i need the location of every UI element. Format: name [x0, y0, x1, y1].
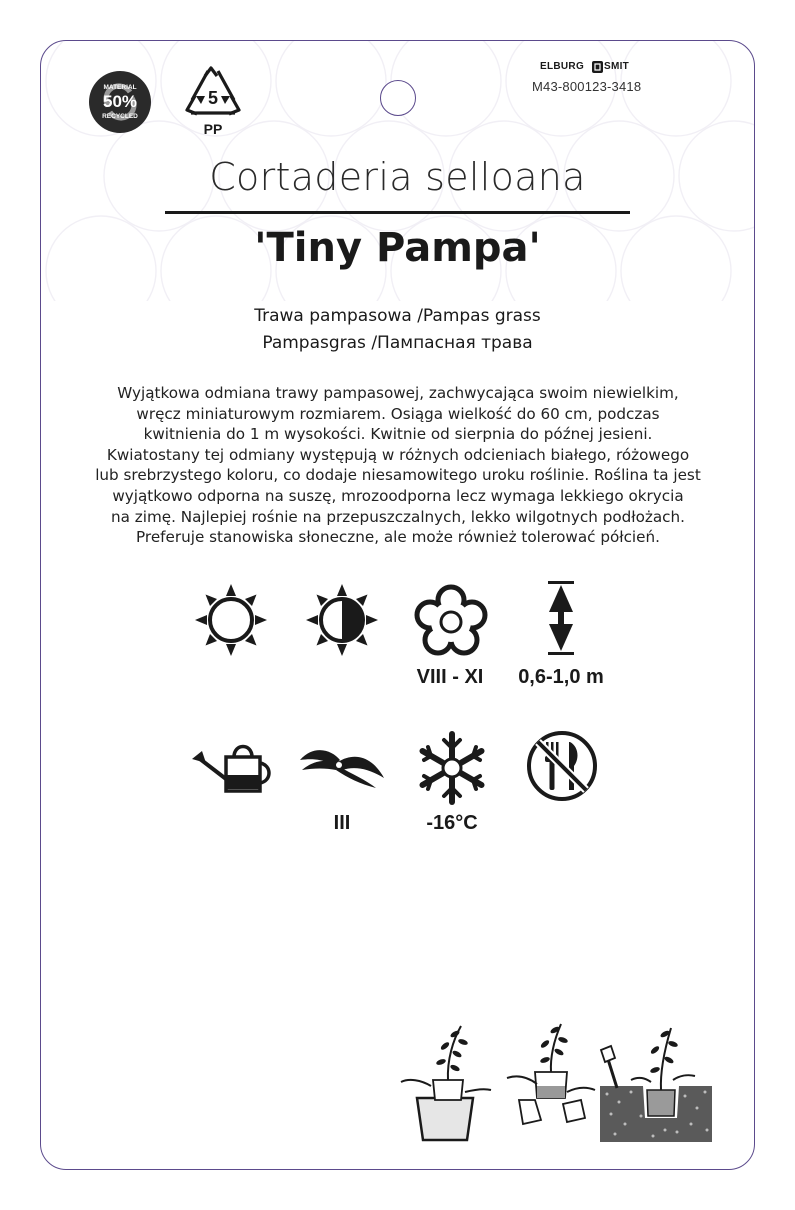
hanging-hole	[380, 80, 416, 116]
product-code: M43-800123-3418	[532, 79, 642, 94]
brand-name-right: SMIT	[604, 61, 630, 72]
common-names-line-1: Trawa pampasowa /Pampas grass	[254, 306, 541, 326]
not-edible-icon	[524, 728, 600, 804]
description-line: Preferuje stanowiska słoneczne, ale może również tolerować półcień.	[136, 528, 660, 547]
partial-shade-icon	[304, 582, 380, 658]
common-names-line-2: Pampasgras /Пампасная трава	[262, 333, 533, 353]
flower-icon	[413, 584, 489, 660]
description-line: Wyjątkowa odmiana trawy pampasowej, zachwycająca swoim niewielkim,	[117, 384, 679, 402]
resin-label: PP	[203, 121, 223, 137]
description	[68, 383, 728, 548]
pruning-month-label: III	[333, 812, 351, 834]
pp-recycling-icon	[183, 66, 243, 138]
height-label: 0,6-1,0 m	[518, 666, 604, 688]
recycled-percent-text: 50%	[102, 92, 138, 111]
resin-code: 5	[207, 88, 219, 108]
watering-can-icon	[190, 737, 274, 793]
latin-name: Cortaderia selloana	[209, 155, 586, 199]
step-2-icon	[507, 1024, 595, 1124]
recycled-bottom-text: RECYCLED	[102, 113, 138, 120]
description-line: Kwiatostany tej odmiany występują w różnych odcieniach białego, różowego	[106, 445, 690, 464]
title-divider	[165, 211, 630, 214]
full-sun-icon	[193, 582, 269, 658]
recycled-top-text: MATERIAL	[103, 84, 137, 91]
description-line: wręcz miniaturowym rozmiarem. Osiąga wielkość do 60 cm, podczas	[136, 404, 660, 423]
height-arrow-icon	[546, 580, 576, 656]
brand-logo	[540, 61, 660, 75]
recycled-material-icon	[88, 70, 152, 134]
flowering-period-label: VIII - XI	[416, 666, 484, 688]
common-names	[120, 303, 675, 357]
step-1-icon	[401, 1026, 491, 1140]
description-line: lub srebrzystego koloru, co dodaje niesamowitego uroku roślinie. Roślina ta jest	[95, 466, 701, 485]
description-line: na zimę. Najlepiej rośnie na przepuszczalnych, lekko wilgotnych podłożach.	[111, 507, 685, 526]
planting-instructions-icon	[395, 1020, 715, 1145]
brand-mark-icon	[592, 61, 603, 73]
pruning-shears-icon	[298, 740, 386, 790]
cultivar-name: 'Tiny Pampa'	[254, 225, 541, 271]
snowflake-icon	[414, 730, 490, 806]
hardiness-label: -16°C	[426, 812, 478, 834]
brand-name-left: ELBURG	[540, 61, 585, 72]
step-3-icon	[600, 1028, 712, 1142]
description-line: wyjątkowo odporna na suszę, mrozoodporna lecz wymaga lekkiego okrycia	[112, 486, 684, 505]
description-line: kwitnienia do 1 m wysokości. Kwitnie od sierpnia do późnej jesieni.	[143, 425, 653, 444]
